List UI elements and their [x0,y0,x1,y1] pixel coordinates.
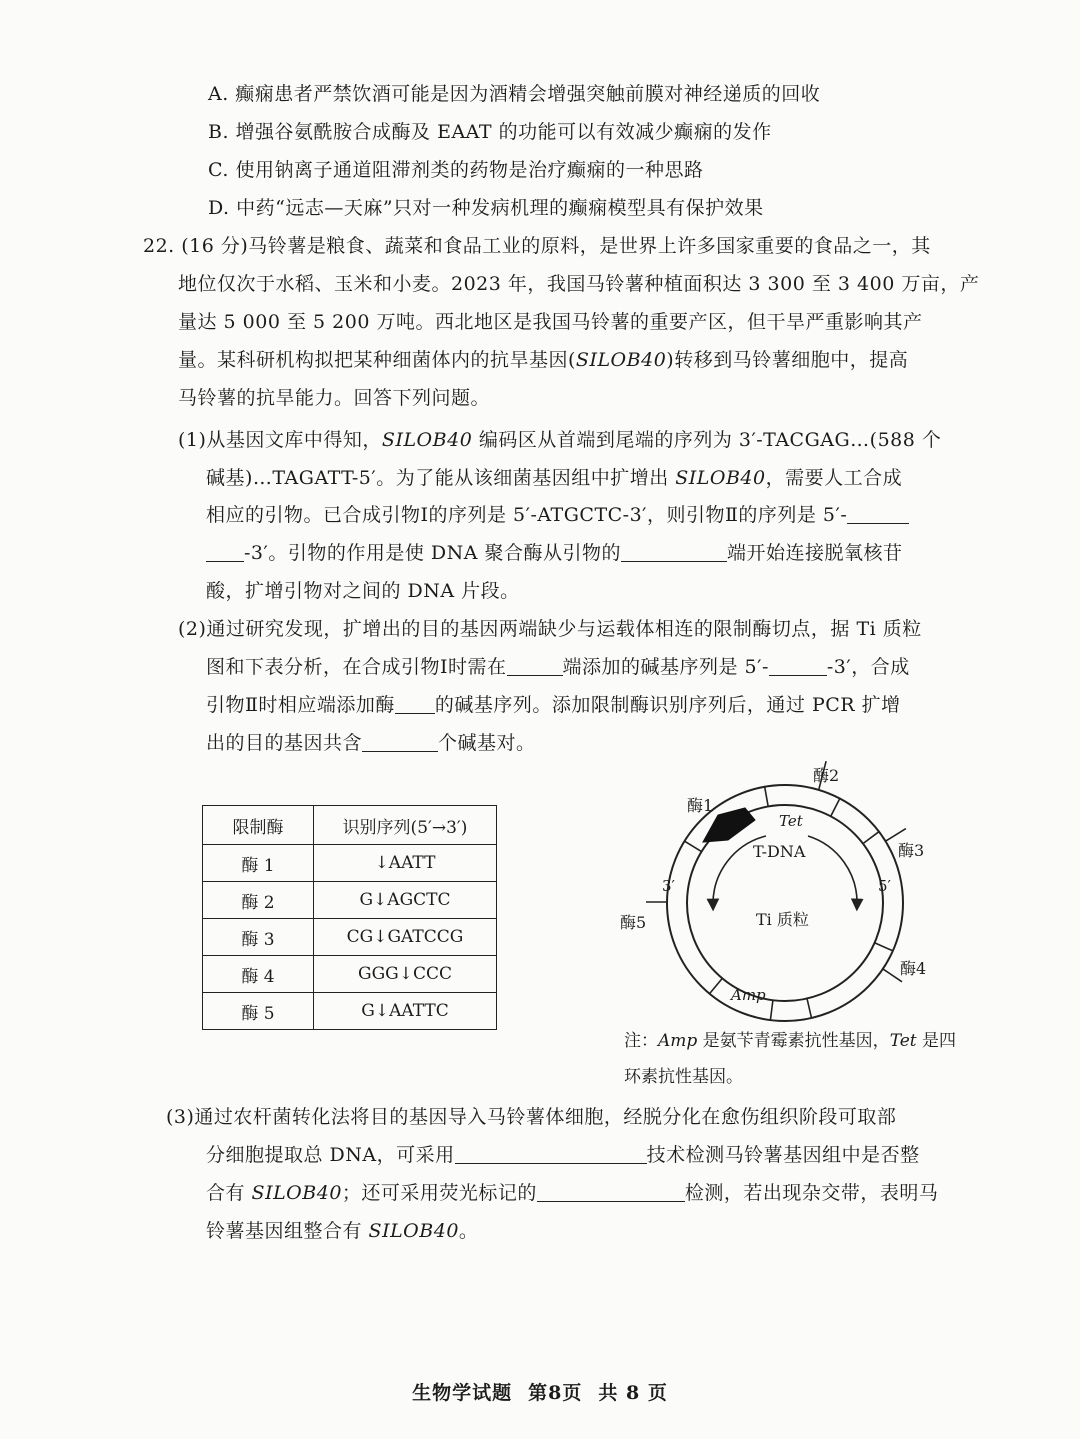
diagram-note-line2: 环素抗性基因。 [624,1067,743,1087]
p1-text: 编码区从首端到尾端的序列为 3′-TACGAG…(588 个 [472,429,942,451]
enzyme4-label: 酶4 [900,959,927,978]
enzyme2-label: 酶2 [813,766,840,785]
option-a: A. 癫痫患者严禁饮酒可能是因为酒精会增强突触前膜对神经递质的回收 [208,83,821,105]
q22-stem-line1: 22. (16 分)马铃薯是粮食、蔬菜和食品工业的原料，是世界上许多国家重要的食品之一，其 [143,235,931,257]
q22-stem-text: )转移到马铃薯细胞中，提高 [666,349,909,371]
p2-text: 个碱基对。 [438,732,536,754]
p2-text: 引物Ⅱ时相应端添加酶 [206,694,395,716]
page-footer [0,1378,1080,1405]
p3-text: 技术检测马铃薯基因组中是否整 [646,1144,920,1166]
table-cell: 酶 2 [203,882,314,919]
gene-name: SILOB40 [675,467,766,489]
q22-stem-line4 [178,345,908,372]
answer-blank[interactable] [621,542,727,562]
p2-text: -3′，合成 [826,656,910,678]
p2-line4 [206,728,536,755]
tet-gene-label: Tet [779,812,803,830]
table-cell: 酶 5 [203,993,314,1030]
table-row [203,956,497,993]
note-text: 是四 [916,1031,957,1051]
p1-line5: 酸，扩增引物对之间的 DNA 片段。 [206,580,520,602]
p1-line3 [206,500,909,527]
table-row [203,845,497,882]
note-text: 是氨苄青霉素抗性基因， [697,1031,890,1051]
enzyme1-label: 酶1 [687,796,714,815]
p3-text: ；还可采用荧光标记的 [341,1182,537,1204]
p1-text: (1)从基因文库中得知， [178,429,382,451]
ti-plasmid-label: Ti 质粒 [756,910,809,929]
answer-blank[interactable] [507,656,563,676]
table-cell: 酶 3 [203,919,314,956]
p2-text: 的碱基序列。添加限制酶识别序列后，通过 PCR 扩增 [434,694,901,716]
option-d: D. 中药“远志—天麻”只对一种发病机理的癫痫模型具有保护效果 [208,197,764,219]
p2-line3 [206,690,901,717]
enzyme5-label: 酶5 [620,913,647,932]
q22-stem-line3: 量达 5 000 至 5 200 万吨。西北地区是我国马铃薯的重要产区，但干旱严重影响其产 [178,311,923,333]
p3-line4 [206,1216,478,1243]
p1-line4 [206,538,903,565]
p3-text: 铃薯基因组整合有 [206,1220,369,1242]
p1-text: ，需要人工合成 [765,467,903,489]
p3-text: 合有 [206,1182,252,1204]
p3-line1: (3)通过农杆菌转化法将目的基因导入马铃薯体细胞，经脱分化在愈伤组织阶段可取部 [166,1106,897,1128]
footer-page: 第8页 [528,1382,583,1404]
q22-stem-line2: 地位仅次于水稻、玉米和小麦。2023 年，我国马铃薯种植面积达 3 300 至 3 400 万亩，产 [178,273,980,295]
table-cell: G↓AGCTC [314,882,497,919]
answer-blank[interactable] [847,504,909,524]
table-header: 识别序列(5′→3′) [314,806,497,845]
p2-text: 端添加的碱基序列是 5′- [562,656,769,678]
t-dna-right-arrow [808,836,857,905]
enzyme-site-ticks [646,761,906,982]
amp-gene-label: Amp [731,986,766,1004]
footer-subject: 生物学试题 [412,1382,513,1404]
answer-blank[interactable] [395,694,435,714]
p2-line2 [206,652,910,679]
answer-blank[interactable] [769,656,827,676]
footer-total: 共 8 页 [598,1382,668,1404]
five-prime-label: 5′ [878,877,891,895]
table-header: 限制酶 [203,806,314,845]
p1-text: 相应的引物。已合成引物Ⅰ的序列是 5′-ATGCTC-3′，则引物Ⅱ的序列是 5′- [206,504,848,526]
t-dna-label: T-DNA [753,842,806,861]
note-text: Tet [889,1031,917,1051]
three-prime-label: 3′ [662,877,675,895]
option-c: C. 使用钠离子通道阻滞剂类的药物是治疗癫痫的一种思路 [208,159,704,181]
table-row [203,993,497,1030]
table-cell: G↓AATTC [314,993,497,1030]
table-row [203,919,497,956]
q22-stem-text: 量。某科研机构拟把某种细菌体内的抗旱基因( [178,349,576,371]
p2-text: 图和下表分析，在合成引物Ⅰ时需在 [206,656,507,678]
p1-line2 [206,463,902,490]
answer-blank[interactable] [362,732,438,752]
p3-line2 [206,1140,920,1167]
answer-blank[interactable] [455,1144,647,1164]
q22-stem-line5: 马铃薯的抗旱能力。回答下列问题。 [178,387,491,409]
answer-blank[interactable] [537,1182,685,1202]
gene-name: SILOB40 [575,349,667,371]
table-cell: GGG↓CCC [314,956,497,993]
ti-plasmid-diagram [600,760,980,1040]
option-b: B. 增强谷氨酰胺合成酶及 EAAT 的功能可以有效减少癫痫的发作 [208,121,772,143]
gene-name: SILOB40 [381,429,473,451]
answer-blank[interactable] [206,542,244,562]
note-text: Amp [658,1031,698,1051]
p3-text: 检测，若出现杂交带，表明马 [684,1182,939,1204]
gene-name: SILOB40 [251,1182,342,1204]
table-header-row [203,806,497,845]
table-cell: 酶 4 [203,956,314,993]
restriction-enzyme-table [202,805,497,1030]
p2-text: 出的目的基因共含 [206,732,363,754]
note-text: 注： [624,1031,658,1051]
p3-text: 。 [458,1220,479,1242]
table-cell: ↓AATT [314,845,497,882]
p1-text: -3′。引物的作用是使 DNA 聚合酶从引物的 [244,542,621,564]
p1-line1 [178,425,941,452]
p1-text: 碱基)…TAGATT-5′。为了能从该细菌基因组中扩增出 [206,467,676,489]
table-cell: CG↓GATCCG [314,919,497,956]
enzyme3-label: 酶3 [898,841,925,860]
table-cell: 酶 1 [203,845,314,882]
table-row [203,882,497,919]
diagram-note-line1 [624,1026,956,1051]
p1-text: 端开始连接脱氧核苷 [726,542,903,564]
p3-line3 [206,1178,938,1205]
gene-name: SILOB40 [368,1220,459,1242]
p2-line1: (2)通过研究发现，扩增出的目的基因两端缺少与运载体相连的限制酶切点，据 Ti 质粒 [178,618,922,640]
p3-text: 分细胞提取总 DNA，可采用 [206,1144,455,1166]
